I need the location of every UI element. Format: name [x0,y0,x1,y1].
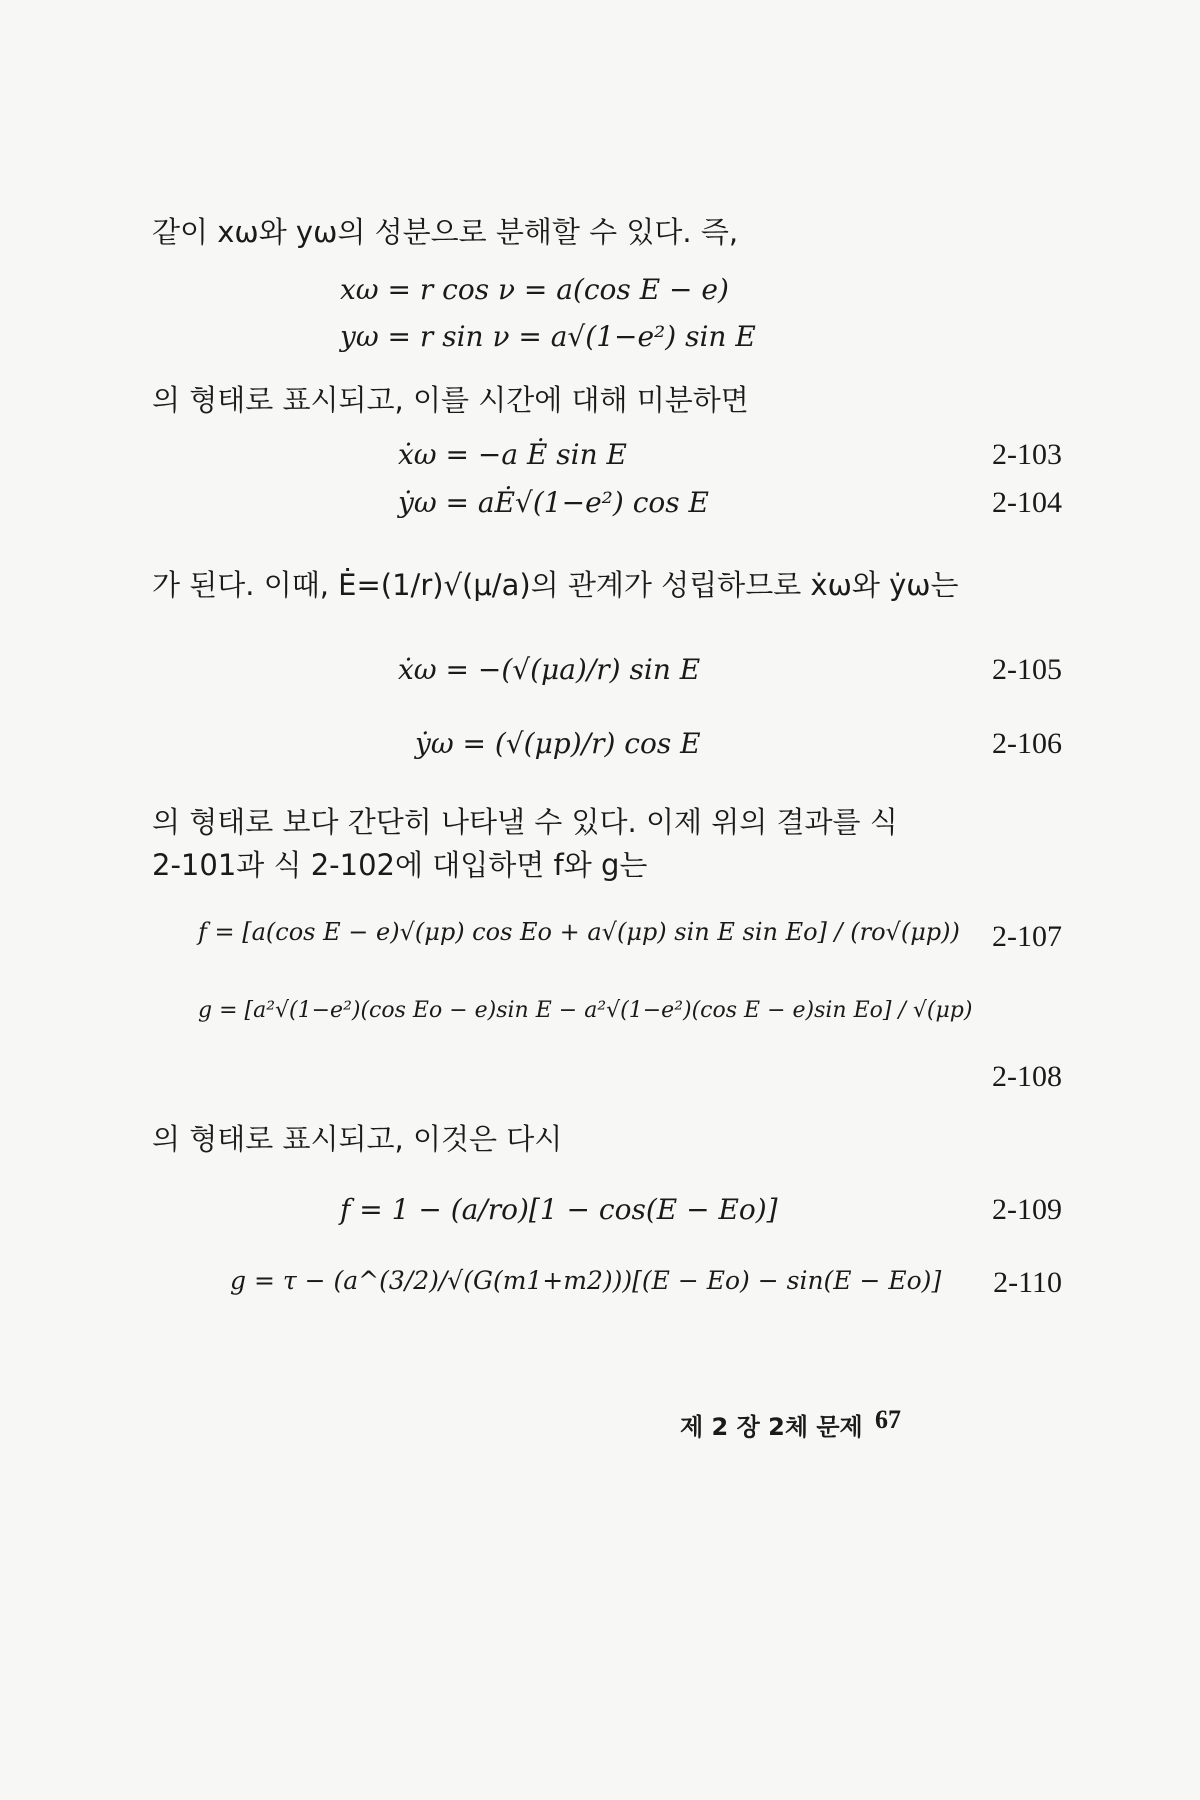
equation-2-110: g = τ − (a^(3/2)/√(G(m1+m2)))[(E − Eo) − sin(E − Eo)] [230,1266,942,1295]
page-number: 67 [875,1405,901,1434]
equation-2-103: ẋω = −a Ė sin E [398,438,627,471]
equation-number-2-106: 2-106 [992,727,1062,760]
equation-y-omega: yω = r sin ν = a√(1−e²) sin E [340,320,756,353]
paragraph-6: 의 형태로 표시되고, 이것은 다시 [152,1122,563,1156]
equation-number-2-103: 2-103 [992,438,1062,471]
paragraph-2: 의 형태로 표시되고, 이를 시간에 대해 미분하면 [152,383,749,417]
equation-number-2-110: 2-110 [993,1266,1062,1299]
paragraph-5: 2-101과 식 2-102에 대입하면 f와 g는 [152,848,648,882]
paragraph-1: 같이 xω와 yω의 성분으로 분해할 수 있다. 즉, [152,215,739,249]
equation-2-107: f = [a(cos E − e)√(μp) cos Eo + a√(μp) sin E sin Eo] / (ro√(μp)) [198,918,960,946]
equation-2-108: g = [a²√(1−e²)(cos Eo − e)sin E − a²√(1−e²)(cos E − e)sin Eo] / √(μp) [198,998,973,1023]
equation-number-2-104: 2-104 [992,486,1062,519]
chapter-footer: 제 2 장 2체 문제 [680,1413,863,1441]
equation-number-2-105: 2-105 [992,653,1062,686]
equation-2-105: ẋω = −(√(μa)/r) sin E [398,653,701,686]
equation-number-2-109: 2-109 [992,1193,1062,1226]
paragraph-4: 의 형태로 보다 간단히 나타낼 수 있다. 이제 위의 결과를 식 [152,805,898,839]
equation-number-2-108: 2-108 [992,1060,1062,1093]
equation-2-109: f = 1 − (a/ro)[1 − cos(E − Eo)] [340,1193,778,1226]
equation-x-omega: xω = r cos ν = a(cos E − e) [340,273,729,306]
equation-2-106: ẏω = (√(μp)/r) cos E [415,727,701,760]
paragraph-3: 가 된다. 이때, Ė=(1/r)√(μ/a)의 관계가 성립하므로 ẋω와 ẏω는 [152,568,959,602]
equation-2-104: ẏω = aĖ√(1−e²) cos E [398,486,709,519]
equation-number-2-107: 2-107 [992,920,1062,953]
